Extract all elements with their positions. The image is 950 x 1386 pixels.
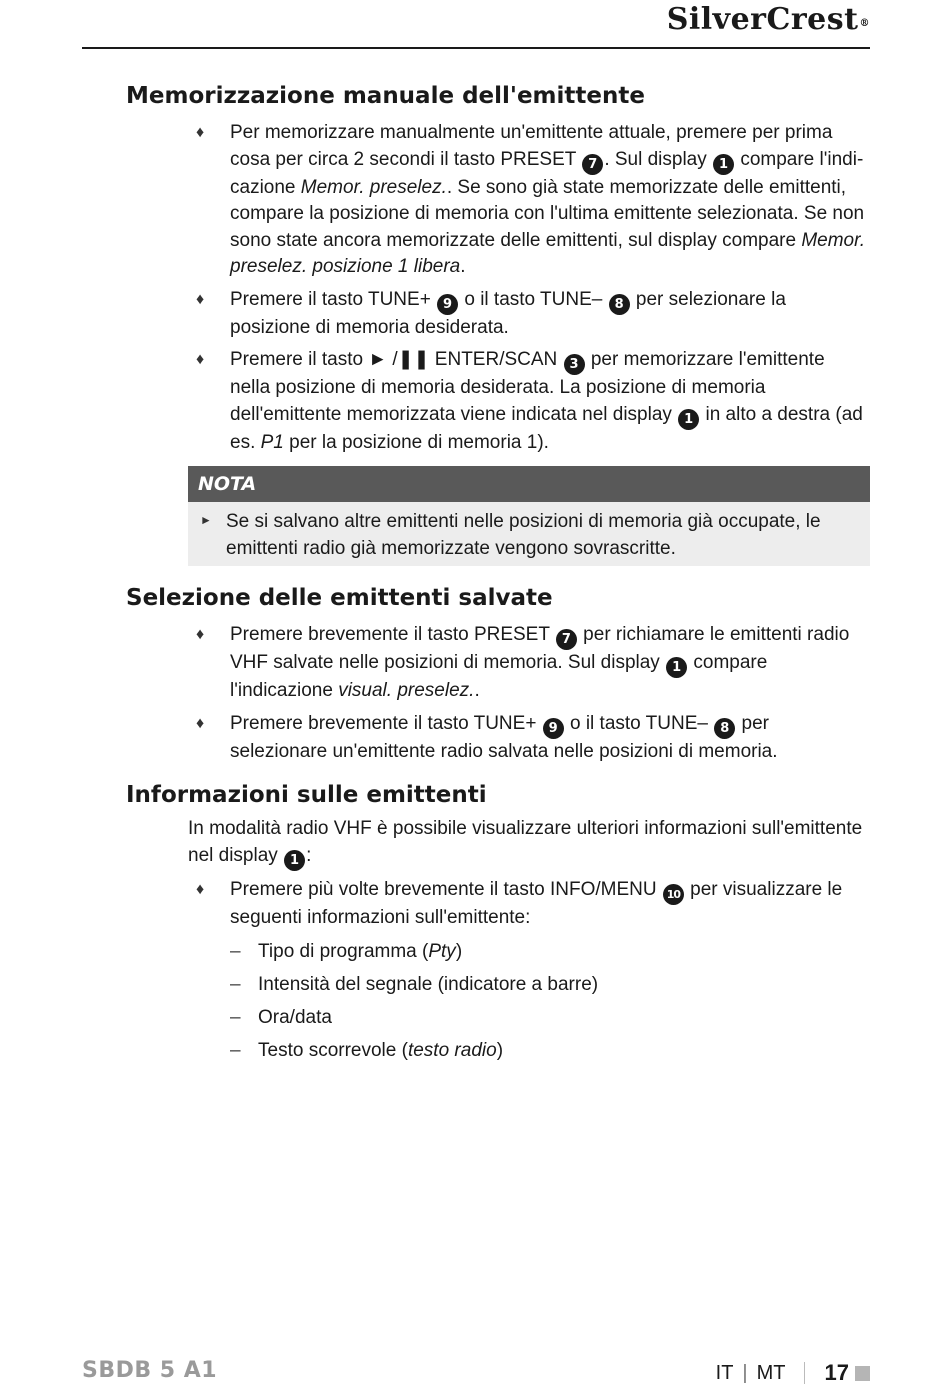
header-rule [82, 47, 870, 49]
number-badge-icon: 1 [678, 409, 699, 430]
page-content [0, 80, 950, 1070]
number-badge-icon: 10 [663, 884, 684, 905]
footer-model: SBDB 5 A1 [82, 1358, 218, 1383]
section-title-station-info: Informazioni sulle emittenti [126, 782, 487, 808]
dash-item: – Tipo di programma (Pty) [230, 938, 870, 965]
footer-separator: | [742, 1361, 748, 1384]
footer-lang-mt: MT [756, 1361, 786, 1384]
bullet-list [188, 622, 870, 765]
list-item: ♦ Premere il tasto TUNE+ 9 o il tasto TUNE– 8 per selezionare la posizione di memoria desiderata. [196, 288, 786, 338]
dash-item: – Ora/data [230, 1004, 870, 1031]
page-number: 17 [824, 1360, 849, 1385]
dash-bullet-icon: – [230, 1039, 241, 1061]
list-item: ♦ Per memorizzare manualmente un'emittente attuale, premere per prima cosa per circa 2 secondi il tasto PRESET 7 . Sul display 1 compare l'indicazione Memor. preselez.. Se sono già state memorizzate delle emittenti, compare la posizione di memoria con l'ultima emittente selezionata. Se non sono state ancora memorizzate delle emittenti, sul display compare Memor. preselez. posizione 1 libera. [196, 122, 866, 277]
dash-item: – Testo scorrevole (testo radio) [230, 1037, 870, 1064]
note-box [188, 466, 870, 566]
number-badge-icon: 1 [666, 657, 687, 678]
footer-lang-it: IT [715, 1361, 734, 1384]
bullet-list [188, 120, 870, 456]
footer-pagination [716, 1360, 870, 1386]
note-title: NOTA [188, 466, 870, 502]
number-badge-icon: 7 [556, 629, 577, 650]
list-item: ♦ Premere brevemente il tasto PRESET 7 per richiamare le emittenti radio VHF salvate nelle posizioni di memoria. Sul display 1 compare l'indicazione visual. preselez.. [196, 624, 850, 701]
footer-divider [804, 1362, 805, 1384]
dash-bullet-icon: – [230, 940, 241, 962]
section-title-select-saved: Selezione delle emittenti salvate [126, 585, 553, 611]
diamond-bullet-icon: ♦ [196, 290, 205, 308]
number-badge-icon: 9 [543, 718, 564, 739]
number-badge-icon: 8 [714, 718, 735, 739]
diamond-bullet-icon: ♦ [196, 351, 205, 368]
dash-list [230, 938, 870, 1064]
list-item: ♦ Premere brevemente il tasto TUNE+ 9 o il tasto TUNE– 8 per selezionare un'emittente radio salvata nelle posizioni di memoria. [196, 712, 778, 762]
list-item: ♦ Premere più volte brevemente il tasto INFO/MENU 10 per visualizzare le seguenti informazioni sull'emittente: – Tipo di programma (Pty) – Intensità del segnale (indicatore a barre) – Ora/data – Testo scorrevole (testo radio) [188, 877, 870, 1064]
dash-bullet-icon: – [230, 973, 241, 995]
dash-item: – Intensità del segnale (indicatore a barre) [230, 971, 870, 998]
number-badge-icon: 7 [582, 154, 603, 175]
list-item: ♦ Premere il tasto ► /❚❚ ENTER/SCAN 3 per memorizzare l'emittente nella posizione di memoria desiderata. La posizione di memoria dell'emittente memorizzata viene indicata nel display 1 in alto a destra (ad es. P1 per la posizione di memoria 1). [196, 349, 863, 453]
note-text: Se si salvano altre emittenti nelle posizioni di memoria già occupate, le emittenti radio già memorizzate vengono sovrascritte. [226, 511, 821, 559]
number-badge-icon: 3 [564, 354, 585, 375]
dash-bullet-icon: – [230, 1006, 241, 1028]
bullet-list [188, 877, 870, 1064]
diamond-bullet-icon: ♦ [196, 881, 205, 898]
number-badge-icon: 1 [713, 154, 734, 175]
square-marker-icon [855, 1366, 870, 1381]
number-badge-icon: 9 [437, 294, 458, 315]
note-body [188, 502, 870, 566]
triangle-bullet-icon: ► [200, 513, 212, 527]
number-badge-icon: 1 [284, 850, 305, 871]
diamond-bullet-icon: ♦ [196, 124, 205, 141]
section-title-manual-store: Memorizzazione manuale dell'emittente [126, 83, 645, 109]
intro-paragraph: In modalità radio VHF è possibile visualizzare ulteriori informazioni sull'emittente nel display 1 : [188, 815, 870, 871]
number-badge-icon: 8 [609, 294, 630, 315]
diamond-bullet-icon: ♦ [196, 626, 205, 643]
diamond-bullet-icon: ♦ [196, 714, 205, 732]
brand-logo: SilverCrest® [666, 2, 870, 37]
